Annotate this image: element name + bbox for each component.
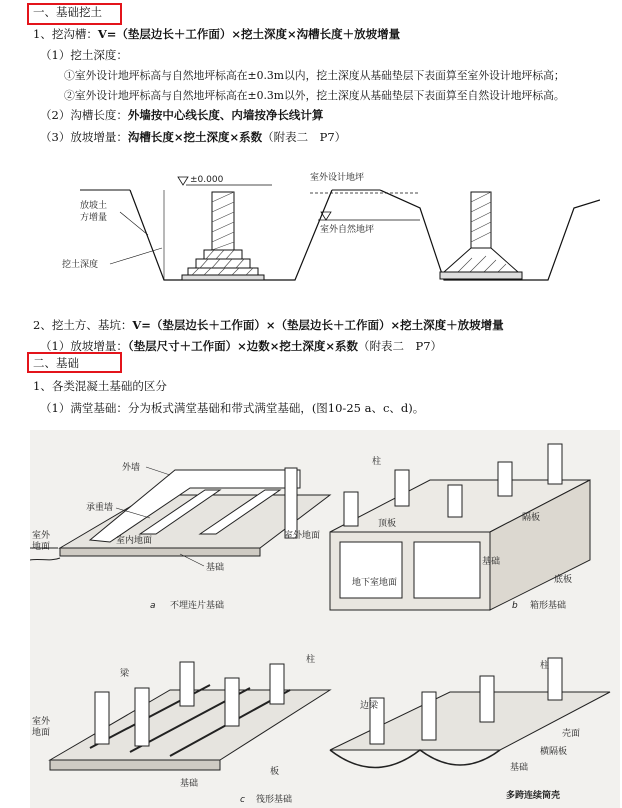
c-column-5 (270, 664, 284, 704)
d-label-edge-beam: 边梁 (360, 701, 379, 711)
b-label-top-slab: 顶板 (378, 519, 397, 529)
left-footing-step3 (188, 268, 258, 275)
section1-line4: ②室外设计地坪标高与自然地坪标高在±0.3m以外，挖土深度从基础垫层下表面算至自然设计地坪标高。 (64, 89, 565, 102)
b-column-4 (498, 462, 512, 496)
section1-line5-prefix: （2）沟槽长度： (40, 108, 128, 122)
b-column-1 (344, 492, 358, 526)
section2-line2: （1）满堂基础：分为板式满堂基础和带式满堂基础，(图10-25 a、c、d)。 (40, 401, 425, 415)
design-level-label: 室外设计地坪 (310, 173, 365, 183)
section1-line5 (40, 108, 323, 123)
section1-line8-suffix: （附表二 P7） (357, 339, 443, 353)
d-label-foundation: 基础 (510, 763, 529, 773)
section1-line6 (40, 130, 346, 145)
slope-leader (120, 212, 148, 235)
c-column-4 (225, 678, 239, 726)
section1-heading: 一、基础挖土 (33, 5, 102, 19)
c-label-foundation: 基础 (180, 779, 199, 789)
a-label-indoor-floor: 室内地面 (116, 536, 153, 546)
d-label-shell: 壳面 (562, 729, 581, 739)
slope-label-1: 放坡土 (80, 201, 108, 211)
section1-line5-bold: 外墙按中心线长度、内墙按净长线计算 (127, 108, 324, 122)
a-caption: 不埋连片基础 (170, 601, 225, 611)
c-caption: 筏形基础 (256, 795, 293, 805)
c-column-2 (135, 688, 149, 746)
section1-line8-prefix: （1）放坡增量： (40, 339, 128, 353)
section1-line3: ①室外设计地坪标高与自然地坪标高在±0.3m以内，挖土深度从基础垫层下表面算至室外设计地坪标高； (64, 69, 565, 82)
a-right-wall (285, 468, 297, 538)
a-label-foundation: 基础 (206, 563, 225, 573)
right-footing-trapezoid (444, 248, 518, 272)
b-label-column: 柱 (372, 457, 382, 467)
elev-triangle (178, 177, 188, 185)
section1-line7-prefix: 2、挖土方、基坑： (33, 318, 133, 332)
b-room-1 (340, 542, 402, 598)
d-label-cross-plate: 横隔板 (540, 747, 568, 757)
right-cushion (440, 272, 522, 279)
d-column-2 (422, 692, 436, 740)
b-label-partition: 隔板 (522, 513, 541, 523)
b-room-2 (414, 542, 480, 598)
d-label-column: 柱 (540, 661, 550, 671)
elev-label: ±0.000 (190, 175, 224, 185)
left-cushion (182, 275, 264, 280)
b-label-outdoor: 室外地面 (284, 531, 321, 541)
depth-leader (110, 248, 162, 264)
section1-line7-bold: V=（垫层边长＋工作面）×（垫层边长＋工作面）×挖土深度＋放坡增量 (132, 318, 504, 332)
section2-line1: 1、各类混凝土基础的区分 (33, 379, 167, 393)
a-label-bearing-wall: 承重墙 (86, 503, 114, 513)
section1-line6-prefix: （3）放坡增量： (40, 130, 128, 144)
section1-line1-prefix: 1、挖沟槽： (33, 27, 98, 41)
c-label-beam: 梁 (120, 669, 130, 679)
a-label-outer-wall: 外墙 (122, 463, 141, 473)
b-column-5 (548, 444, 562, 484)
b-column-3 (448, 485, 462, 517)
b-label-foundation: 基础 (482, 557, 501, 567)
c-caption-letter: c (240, 795, 245, 805)
d-column-4 (548, 658, 562, 700)
a-label-outdoor-1: 室外 (32, 531, 51, 541)
c-raft-edge (50, 760, 220, 770)
section1-line6-suffix: （附表二 P7） (262, 130, 347, 144)
b-column-2 (395, 470, 409, 506)
a-slab-edge (60, 548, 260, 556)
c-column-3 (180, 662, 194, 706)
section1-line8-bold: （垫层尺寸＋工作面）×边数×挖土深度×系数 (127, 339, 358, 353)
c-label-column: 柱 (306, 655, 316, 665)
section2-heading: 二、基础 (33, 356, 79, 370)
trench-diagram (40, 160, 600, 310)
b-caption: 箱形基础 (530, 601, 567, 611)
d-caption: 多跨连续筒壳 (506, 791, 561, 801)
slope-label-2: 方增量 (80, 213, 108, 223)
foundation-figure (30, 430, 620, 808)
natural-level-label: 室外自然地坪 (320, 225, 375, 235)
section1-line1 (33, 27, 400, 42)
c-label-slab: 板 (270, 767, 280, 777)
section1-line7 (33, 318, 504, 333)
c-label-outdoor-2: 地面 (32, 728, 51, 738)
c-column-1 (95, 692, 109, 744)
depth-label: 挖土深度 (62, 260, 99, 270)
section1-line6-bold: 沟槽长度×挖土深度×系数 (127, 130, 263, 144)
section1-line2: （1）挖土深度： (40, 48, 128, 62)
b-label-basement: 地下室地面 (352, 578, 398, 588)
c-label-outdoor-1: 室外 (32, 717, 51, 727)
section1-line1-formula: V=（垫层边长＋工作面）×挖土深度×沟槽长度＋放坡增量 (97, 27, 401, 41)
b-label-bottom-slab: 底板 (554, 575, 573, 585)
a-caption-letter: a (150, 601, 156, 611)
b-caption-letter: b (512, 601, 518, 611)
a-label-outdoor-2: 地面 (32, 542, 51, 552)
d-column-3 (480, 676, 494, 722)
